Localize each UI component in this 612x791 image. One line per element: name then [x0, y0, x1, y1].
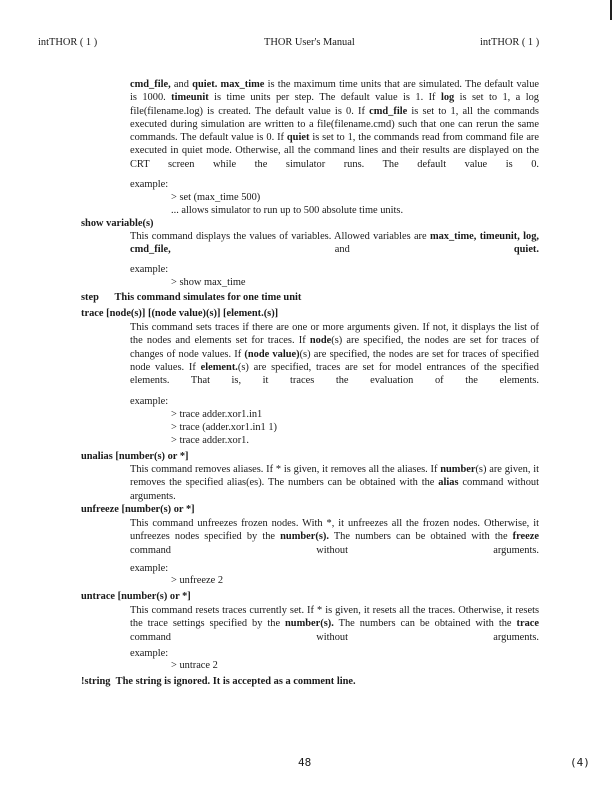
example-command: > set (max_time 500) [171, 192, 261, 203]
bold-term: (node value) [244, 348, 300, 360]
text-run: [ [103, 308, 110, 319]
command-heading [81, 675, 356, 688]
command-heading [81, 291, 301, 304]
bold-term: quiet [286, 132, 310, 144]
bold-term: untrace [81, 591, 116, 602]
description-paragraph [130, 604, 539, 657]
description-paragraph [130, 517, 539, 570]
text-run: is time units per step. The default value is 1. If [208, 92, 441, 104]
bold-term: step [81, 292, 99, 303]
bold-term: or * [167, 451, 186, 462]
bold-term: log [440, 92, 455, 104]
text-run: command without arguments. [130, 477, 540, 502]
text-run: The numbers can be obtained with the [328, 531, 513, 543]
text-run: [ [112, 451, 119, 462]
example-command: > trace (adder.xor1.in1 1) [171, 422, 277, 433]
text-run: (s)] [ [206, 308, 227, 319]
example-label: example: [130, 264, 169, 275]
text-run: [number(s) or *] [115, 591, 191, 602]
bold-term: element.(s) [226, 308, 275, 319]
text-run: (s) are specified, traces are set for model entrances of the specified elements. That is, it traces the evaluation of the elements. [130, 361, 539, 387]
bold-term: quiet. [192, 79, 218, 90]
example-label: example: [130, 179, 169, 190]
bold-term: cmd_file, [130, 79, 171, 90]
text-run: is the maximum time units that are simulated. The default value is 1000. [130, 79, 540, 104]
text-run: command without arguments. [130, 631, 539, 643]
bold-term: quiet. [513, 244, 539, 256]
command-heading [81, 590, 191, 603]
bold-term: trace [81, 308, 104, 319]
bold-term: timeunit [171, 92, 209, 104]
text-run: and [170, 244, 514, 256]
text-run: This command sets traces if there are one or more arguments given. If not, it displays the list of the nodes and elements set for traces. If [130, 322, 539, 347]
bold-term: element. [200, 361, 238, 373]
bold-term: max_time, timeunit, log, cmd_file, [130, 231, 539, 256]
bold-term: number [118, 451, 155, 462]
example-label: example: [130, 648, 169, 659]
description-paragraph [130, 321, 539, 401]
text-run: This command unfreezes frozen nodes. With *, it unfreezes all the frozen nodes. Otherwise, it unfreezes nodes specified by the [130, 518, 539, 543]
bold-term: freeze [512, 531, 539, 543]
description-paragraph [130, 230, 539, 270]
header-left: intTHOR ( 1 ) [38, 37, 98, 48]
text-run: is set to 1, the commands read from command file are executed in quiet mode. Otherwise, all the command lines and their results are displayed on the CRT screen while the simulator runs. The default value is 0. [130, 132, 540, 170]
text-run: This command simulates for one time unit [98, 292, 302, 303]
text-run: ] [191, 504, 195, 515]
example-command: > show max_time [171, 277, 246, 288]
header-title: THOR User's Manual [264, 37, 355, 48]
command-heading [81, 217, 153, 230]
text-run: ] [ [141, 308, 152, 319]
text-run: This command displays the values of variables. Allowed variables are [130, 231, 430, 242]
text-run: (s) [160, 504, 174, 515]
text-run: ] [185, 451, 189, 462]
bold-term: show variable(s) [81, 218, 154, 229]
text-run: The [110, 676, 136, 687]
bold-term: alias [438, 477, 459, 489]
example-command: > trace adder.xor1. [171, 435, 249, 446]
text-run: (s) are given, it removes the specified alias(es). The numbers can be obtained with the [130, 464, 539, 489]
text-run: This command removes aliases. If * is given, it removes all the aliases. If [130, 464, 441, 475]
example-command: > unfreeze 2 [171, 575, 224, 586]
text-run: is set to 1, a log file(filename.log) is created. The default value is 0. If [130, 92, 539, 117]
bold-term: unalias [81, 451, 113, 462]
bold-term: number [124, 504, 161, 515]
text-run: The numbers can be obtained with the [333, 618, 517, 630]
example-command: > untrace 2 [171, 660, 218, 671]
text-run: (s) are specified, the nodes are set for traces of changes of node values. If [130, 335, 539, 360]
bold-term: unfreeze [81, 504, 119, 515]
text-run: command without arguments. [130, 544, 539, 556]
section-number: (4) [570, 756, 590, 769]
bold-term: or * [173, 504, 192, 515]
description-paragraph [130, 78, 539, 184]
command-heading [81, 503, 195, 516]
bold-term: max_time [220, 79, 265, 90]
bold-term: (node value) [151, 308, 206, 319]
text-run: is ignored. It is accepted as a comment line. [161, 676, 356, 687]
bold-term: trace [516, 618, 539, 630]
bold-term: node [309, 335, 332, 347]
example-command: ... allows simulator to run up to 500 absolute time units. [171, 205, 404, 216]
bold-term: node(s) [109, 308, 142, 319]
bold-term: cmd_file [369, 105, 408, 117]
example-label: example: [130, 563, 169, 574]
page-number: 48 [298, 756, 312, 769]
bold-term: !string [81, 676, 111, 687]
bold-term: number [440, 464, 476, 475]
text-run: and [170, 79, 193, 90]
bold-term: number(s). [280, 531, 329, 543]
header-right: intTHOR ( 1 ) [480, 37, 540, 48]
text-run: (s) are specified, the nodes are set for traces of specified node values. If [130, 348, 539, 373]
command-heading [81, 450, 189, 463]
bold-term: string [135, 676, 162, 687]
text-run: [ [118, 504, 125, 515]
bold-term: number(s). [285, 618, 334, 630]
text-run: (s) [154, 451, 168, 462]
text-run: This command resets traces currently set. If * is given, it resets all the traces. Otherwise, it resets the trace settings specified by the [130, 605, 539, 630]
text-run: ] [274, 308, 279, 319]
text-run: is set to 1, all the commands executed during simulation are written to a file(filename.cmd) such that one can rerun the same commands. The default value is 0. If [130, 105, 539, 144]
command-heading [81, 307, 278, 320]
example-label: example: [130, 396, 169, 407]
example-command: > trace adder.xor1.in1 [171, 409, 263, 420]
